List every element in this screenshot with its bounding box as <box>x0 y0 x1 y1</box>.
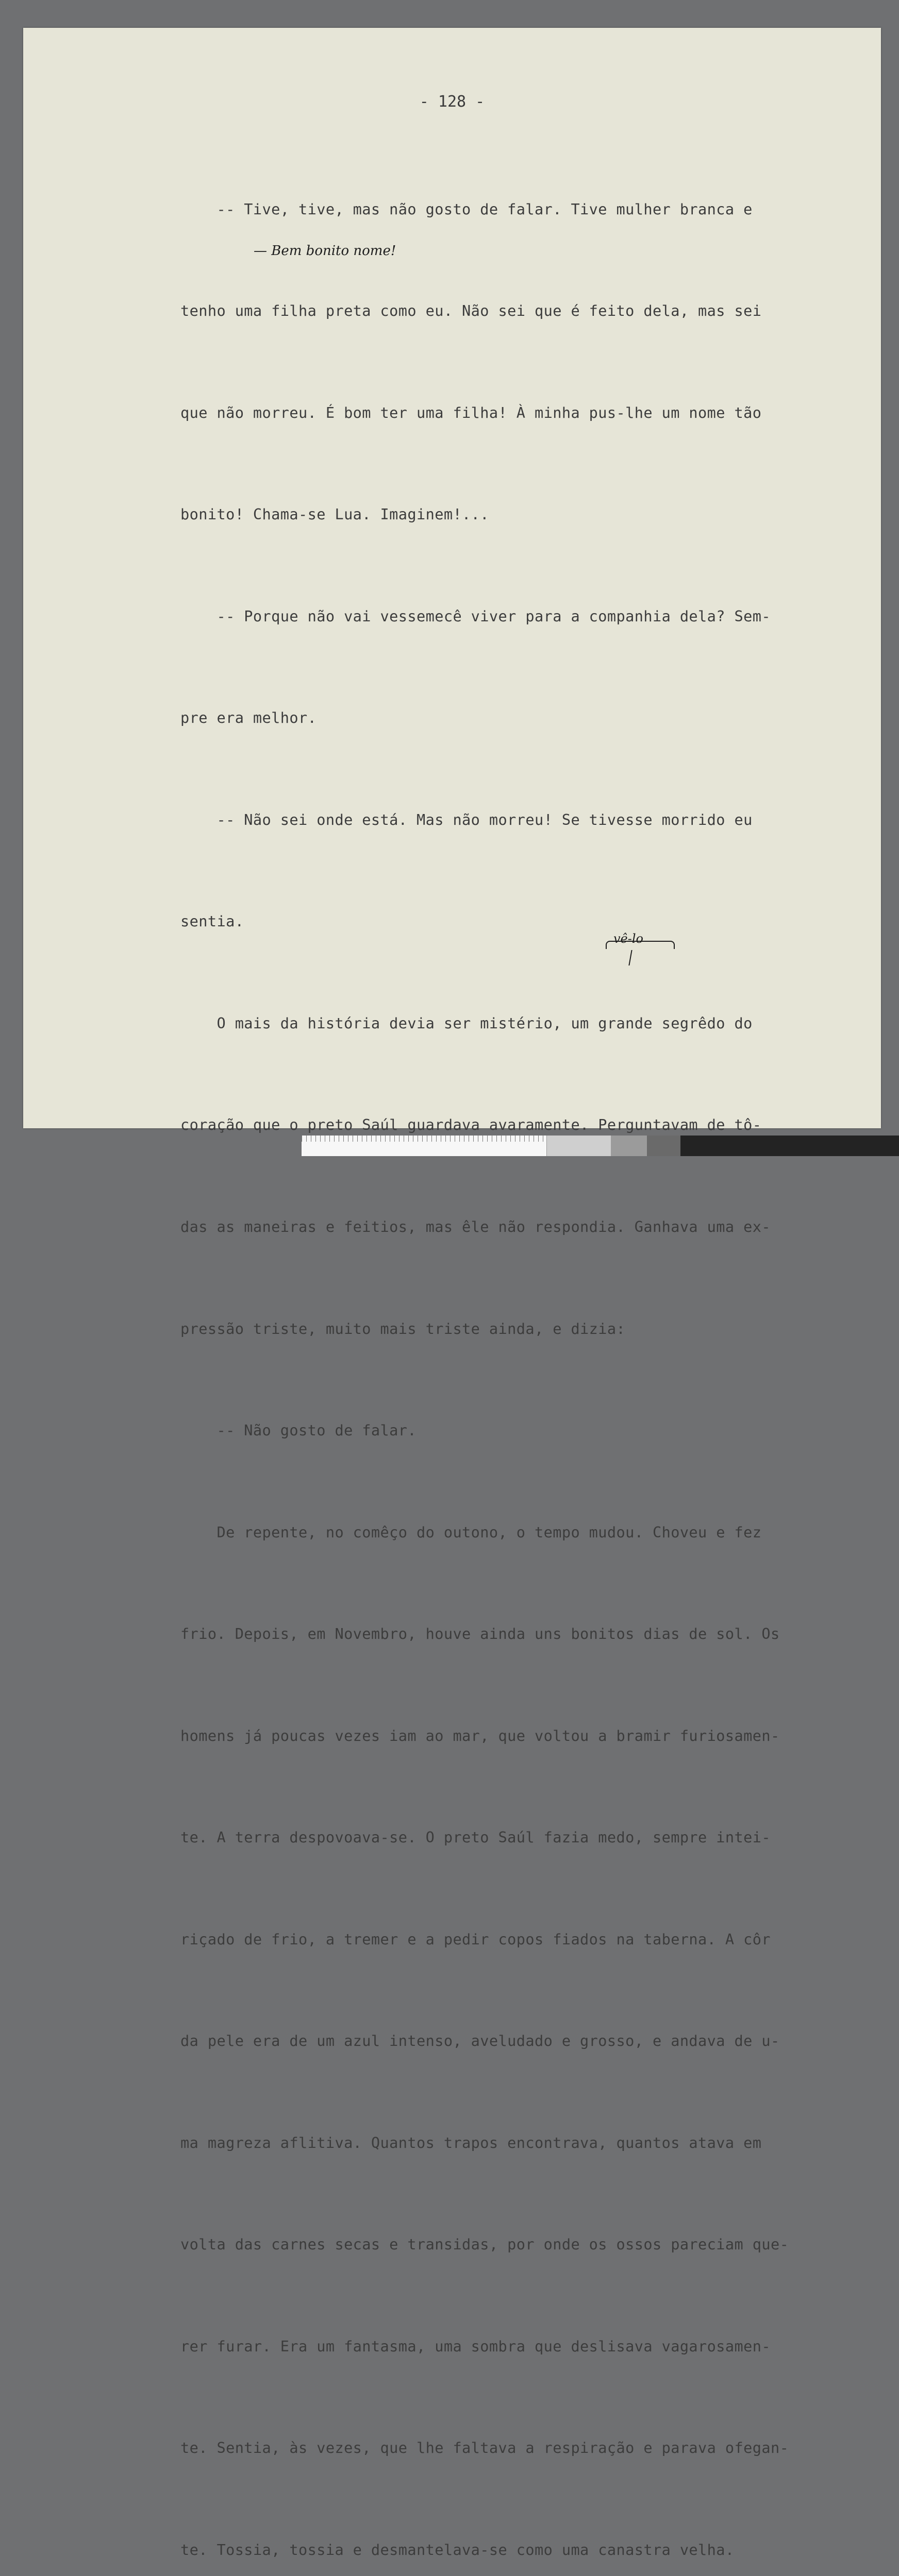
page-number: - 128 - <box>419 93 485 111</box>
text-line: que não morreu. É bom ter uma filha! À minha pus-lhe um nome tão <box>180 403 762 421</box>
text-line: pre era melhor. <box>180 709 317 727</box>
color-scale-bar <box>302 1136 899 1156</box>
insertion-brace-mark <box>606 941 675 949</box>
text-line: -- Não gosto de falar. <box>180 1421 417 1439</box>
text-line: te. A terra despovoava-se. O preto Saúl fazia medo, sempre intei- <box>180 1828 771 1846</box>
text-line: bonito! Chama-se Lua. Imaginem!... <box>180 505 489 523</box>
handwritten-insert-above: vê-lo <box>613 931 643 946</box>
text-line: -- Não sei onde está. Mas não morreu! Se tivesse morrido eu <box>180 810 753 828</box>
text-line: rer furar. Era um fantasma, uma sombra que deslisava vagarosamen- <box>180 2337 771 2355</box>
scale-patch-dark <box>647 1136 680 1156</box>
text-line: volta das carnes secas e transidas, por onde os ossos pareciam que- <box>180 2235 789 2253</box>
text-line: coração que o preto Saúl guardava avaramente. Perguntavam de tô- <box>180 1116 762 1134</box>
text-line: -- Porque não vai vessemecê viver para a companhia dela? Sem- <box>180 607 771 625</box>
text-line: homens já poucas vezes iam ao mar, que voltou a bramir furiosamen- <box>180 1726 780 1744</box>
text-line: frio. Depois, em Novembro, houve ainda uns bonitos dias de sol. Os <box>180 1625 780 1643</box>
text-line: te. Tossia, tossia e desmantelava-se como uma canastra velha. <box>180 2540 735 2558</box>
text-line: O mais da história devia ser mistério, um grande segrêdo do <box>180 1014 753 1032</box>
text-line: -- Tive, tive, mas não gosto de falar. Tive mulher branca e <box>180 200 753 218</box>
document-page <box>23 28 881 2558</box>
text-line: De repente, no comêço do outono, o tempo mudou. Choveu e fez <box>180 1523 762 1541</box>
text-line: tenho uma filha preta como eu. Não sei que é feito dela, mas sei <box>180 302 762 320</box>
text-line: da pele era de um azul intenso, aveludado e grosso, e andava de u- <box>180 2032 780 2050</box>
scale-patch-light <box>547 1136 611 1156</box>
text-line: das as maneiras e feitios, mas êle não respondia. Ganhava uma ex- <box>180 1218 771 1235</box>
text-line: pressão triste, muito mais triste ainda, e dizia: <box>180 1319 626 1337</box>
scale-patch-mid <box>611 1136 647 1156</box>
text-line: te. Sentia, às vezes, que lhe faltava a respiração e parava ofegan- <box>180 2439 789 2457</box>
body-text <box>180 125 887 2576</box>
ruler-ticks <box>302 1136 546 1142</box>
handwritten-insert-line: — Bem bonito nome! <box>254 243 396 259</box>
text-line: sentia. <box>180 912 244 930</box>
text-line: ma magreza aflitiva. Quantos trapos encontrava, quantos atava em <box>180 2133 762 2151</box>
scale-ruler <box>302 1136 547 1156</box>
text-line: riçado de frio, a tremer e a pedir copos fiados na taberna. A côr <box>180 1930 771 1948</box>
scale-patch-black <box>680 1136 899 1156</box>
